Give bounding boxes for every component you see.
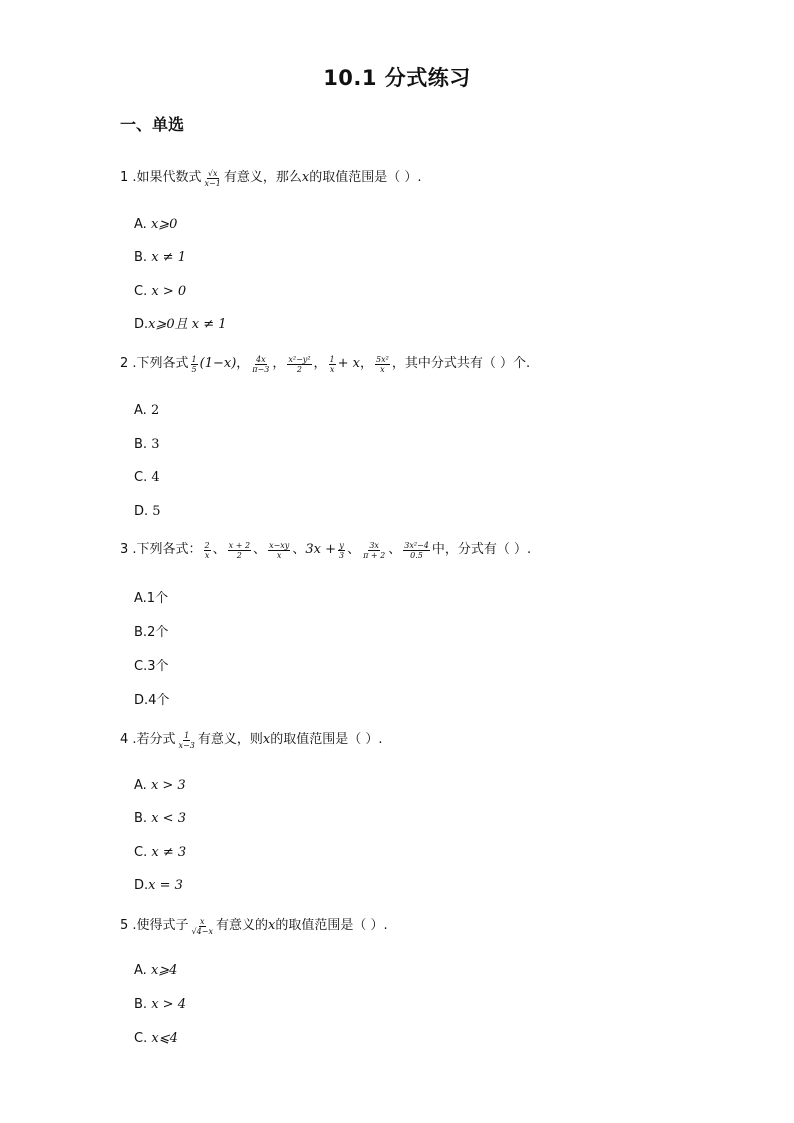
option-label: B. — [134, 811, 148, 826]
question-1-suffix: 的取值范围是（ ）. — [309, 170, 422, 185]
option-text: x⩾4 — [150, 963, 178, 978]
question-3 — [120, 540, 531, 560]
question-2-prefix: 2 .下列各式 — [120, 356, 189, 371]
fraction-denominator: 2 — [236, 550, 242, 560]
option-1d — [134, 316, 227, 334]
option-text: 4 — [151, 470, 160, 485]
option-label: C. — [134, 284, 148, 299]
question-1-fraction — [204, 169, 222, 188]
expr-fraction — [338, 541, 345, 560]
section-heading: 一、单选 — [120, 115, 185, 134]
option-label: B. — [134, 437, 148, 452]
fraction-numerator: 1 — [184, 730, 190, 740]
option-2d — [134, 503, 161, 521]
option-text: x < 3 — [151, 811, 186, 826]
option-1a — [134, 216, 177, 234]
separator: ， — [272, 356, 286, 371]
expr-fraction — [268, 541, 290, 560]
separator: 、 — [388, 542, 402, 557]
option-text: x⩾0且 x ≠ 1 — [148, 317, 227, 332]
option-4a — [134, 777, 186, 795]
fraction-numerator: x−xy — [269, 540, 290, 550]
option-text: 3个 — [147, 659, 169, 674]
fraction-numerator: 2 — [204, 540, 210, 550]
question-4-prefix: 4 .若分式 — [120, 732, 176, 747]
fraction-denominator: x — [380, 364, 385, 374]
fraction-numerator: 1 — [329, 354, 335, 364]
option-2b — [134, 436, 159, 454]
fraction-denominator: 3 — [338, 550, 345, 560]
question-1-variable: x — [301, 170, 310, 185]
option-text: x⩾0 — [150, 217, 178, 232]
option-label: A. — [134, 963, 147, 978]
fraction-denominator: 2 — [296, 364, 302, 374]
fraction-denominator: 5 — [191, 364, 197, 374]
fraction-numerator: 5x² — [376, 354, 389, 364]
question-5 — [120, 916, 388, 936]
option-text: x = 3 — [148, 878, 183, 893]
separator: ， — [236, 356, 250, 371]
expr-fraction — [375, 355, 390, 374]
option-label: B. — [134, 997, 148, 1012]
question-3-suffix: 中，分式有（ ）. — [431, 542, 532, 557]
expr-fraction — [204, 541, 211, 560]
separator: ， — [313, 356, 327, 371]
question-5-fraction — [191, 917, 214, 936]
question-5-suffix: 的取值范围是（ ）. — [275, 918, 388, 933]
separator: 、 — [212, 542, 226, 557]
option-text: 2个 — [147, 625, 169, 640]
fraction-denominator: x — [204, 550, 210, 560]
separator: 、 — [292, 542, 306, 557]
question-5-mid: 有意义的 — [215, 918, 268, 933]
option-text: x > 0 — [151, 284, 187, 299]
option-2c — [134, 469, 160, 487]
question-1-mid: 有意义，那么 — [223, 170, 302, 185]
expr-fraction — [329, 355, 336, 374]
fraction-denominator: x — [329, 364, 335, 374]
option-3b — [134, 624, 168, 642]
option-5b — [134, 996, 186, 1014]
separator: 、 — [347, 542, 361, 557]
option-text: 5 — [152, 504, 161, 519]
option-label: A. — [134, 403, 147, 418]
option-label: D. — [134, 504, 149, 519]
option-3a — [134, 590, 168, 608]
option-1b — [134, 249, 186, 267]
option-4d — [134, 877, 183, 895]
option-label: C. — [134, 1031, 148, 1046]
fraction-numerator: y — [339, 540, 344, 550]
fraction-numerator: x²−y² — [288, 354, 311, 364]
page-title: 10.1 分式练习 — [323, 66, 471, 90]
option-text: 2 — [150, 403, 160, 418]
fraction-numerator: x + 2 — [228, 540, 251, 550]
option-label: A. — [134, 778, 147, 793]
option-label: C. — [134, 470, 148, 485]
option-5a — [134, 962, 177, 980]
fraction-numerator: 4x — [256, 354, 266, 364]
question-2-suffix: ，其中分式共有（ ）个. — [391, 356, 531, 371]
fraction-numerator: x — [199, 916, 205, 926]
option-label: D. — [134, 317, 149, 332]
fraction-denominator: π−3 — [252, 364, 270, 374]
option-label: A. — [134, 591, 147, 606]
fraction-denominator: x−3 — [178, 740, 195, 750]
option-1c — [134, 283, 186, 301]
question-5-variable: x — [267, 918, 276, 933]
option-label: C. — [134, 659, 148, 674]
question-4-mid: 有意义，则 — [197, 732, 263, 747]
option-text: x > 4 — [151, 997, 186, 1012]
expr-prefix: 3x + — [305, 542, 336, 557]
fraction-numerator: 1 — [191, 354, 197, 364]
expr-tail: + x — [337, 356, 360, 371]
option-label: A. — [134, 217, 147, 232]
expr-fraction — [191, 355, 198, 374]
expr-fraction — [287, 355, 311, 374]
fraction-numerator: √x — [207, 168, 218, 178]
expr-fraction — [228, 541, 251, 560]
question-4 — [120, 730, 382, 750]
expr-tail: (1−x) — [199, 356, 237, 371]
option-text: 3 — [151, 437, 160, 452]
option-text: 4个 — [148, 693, 170, 708]
fraction-denominator: 0.5 — [410, 550, 423, 560]
expr-fraction — [362, 541, 386, 560]
question-3-prefix: 3 .下列各式： — [120, 542, 202, 557]
fraction-denominator: π + 2 — [363, 550, 386, 560]
option-text: x⩽4 — [151, 1031, 178, 1046]
option-text: 1个 — [146, 591, 169, 606]
expr-fraction — [403, 541, 430, 560]
option-3d — [134, 692, 169, 710]
question-1-prefix: 1 .如果代数式 — [120, 170, 202, 185]
separator: 、 — [253, 542, 267, 557]
question-4-suffix: 的取值范围是（ ）. — [270, 732, 383, 747]
fraction-denominator: √4−x — [191, 926, 213, 936]
option-4b — [134, 810, 186, 828]
option-text: x ≠ 3 — [151, 845, 187, 860]
fraction-denominator: x — [276, 550, 282, 560]
option-3c — [134, 658, 169, 676]
question-5-prefix: 5 .使得式子 — [120, 918, 189, 933]
fraction-numerator: 3x — [369, 540, 379, 550]
option-5c — [134, 1030, 178, 1048]
option-label: B. — [134, 625, 148, 640]
option-text: x > 3 — [150, 778, 186, 793]
fraction-denominator: x−1 — [204, 178, 221, 188]
question-2 — [120, 354, 530, 374]
question-4-fraction — [178, 731, 196, 750]
expr-fraction — [251, 355, 270, 374]
fraction-numerator: 3x²−4 — [404, 540, 429, 550]
option-4c — [134, 844, 186, 862]
option-text: x ≠ 1 — [151, 250, 186, 265]
question-4-variable: x — [262, 732, 271, 747]
separator: ， — [360, 356, 374, 371]
option-label: B. — [134, 250, 148, 265]
question-1 — [120, 168, 421, 188]
option-2a — [134, 402, 159, 420]
option-label: D. — [134, 878, 149, 893]
option-label: D. — [134, 693, 149, 708]
option-label: C. — [134, 845, 148, 860]
